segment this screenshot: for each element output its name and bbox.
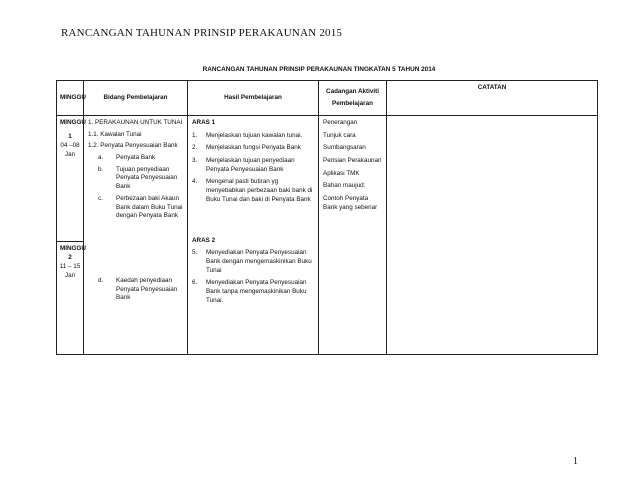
header-bidang-pembelajaran: Bidang Pembelajaran (84, 81, 188, 116)
header-cadangan-line2: Pembelajaran (332, 100, 373, 107)
objective-text: Menjelaskan tujuan penyediaan Penyata Penyesuaian Bank (206, 157, 295, 173)
item-letter: a. (98, 154, 104, 162)
table-row-week1 (57, 116, 598, 242)
activity-item: Contoh Penyata Bank yang sebenar (323, 195, 378, 211)
objective-text: Menyediakan Penyata Penyesuaian Bank dengan mengemaskinikan Buku Tunai (206, 249, 312, 274)
list-item (98, 277, 184, 303)
objective-text: Menjelaskan tujuan kawalan tunai. (206, 131, 303, 139)
objective-item (192, 157, 315, 174)
week-number: 1 (68, 132, 72, 140)
week-cell-2 (57, 242, 84, 355)
header-catatan: CATATAN (387, 81, 598, 116)
annual-plan-table (56, 80, 598, 355)
subtopic-1-1: 1.1. Kawalan Tunai (88, 130, 142, 138)
activity-item: Tunjuk cara (323, 131, 356, 139)
week-number: 2 (68, 253, 72, 261)
week-month: Jan (64, 272, 76, 280)
week-label: MINGGU (60, 119, 86, 126)
objective-text: Menjelaskan fungsi Penyata Bank (206, 144, 301, 152)
week-month: Jan (64, 151, 76, 159)
list-item (98, 166, 184, 192)
objective-number: 3. (192, 157, 198, 165)
item-letter: d. (98, 276, 104, 284)
objective-text: Menyediakan Penyata Penyesuaian Bank tanpa mengemaskinikan Buku Tunai. (206, 279, 307, 304)
item-letter: b. (98, 165, 104, 173)
objective-item (192, 144, 315, 153)
header-hasil-pembelajaran: Hasil Pembelajaran (188, 81, 319, 116)
item-text: Kaedah penyediaan Penyata Penyesuaian Bank (116, 276, 178, 302)
objective-item (192, 279, 315, 305)
header-cadangan-line1: Cadangan Aktiviti (326, 88, 379, 96)
objective-number: 6. (192, 279, 198, 287)
document-title: RANCANGAN TAHUNAN PRINSIP PERAKAUNAN TINGKATAN 5 TAHUN 2014 (202, 66, 436, 73)
objective-item (192, 249, 315, 275)
week-label: MINGGU (60, 245, 86, 252)
objective-text: Mengenal pasti butiran yg menyebabkan perbezaan baki bank di Buku Tunai dan baki di Penyata Bank (206, 178, 313, 203)
week-cell-1 (57, 116, 84, 242)
bidang-cell (84, 116, 188, 355)
activity-item: Penerangan (323, 119, 358, 126)
objective-number: 2. (192, 144, 198, 152)
list-item (98, 195, 184, 221)
objective-number: 1. (192, 131, 198, 139)
activity-item: Bahan maujud: (323, 182, 366, 190)
activity-item: Aplikasi TMK (323, 169, 360, 177)
activity-item: Sumbangsaran (323, 144, 366, 152)
week-dates: 11 – 15 (59, 263, 81, 271)
subtopic-1-2: 1.2. Penyata Penyesuaian Bank (88, 142, 178, 150)
header-minggu: MINGGU (57, 81, 84, 116)
page-number: 1 (573, 456, 578, 467)
item-text: Penyata Bank (116, 154, 156, 162)
aras-2-label: ARAS 2 (192, 236, 216, 244)
item-text: Perbezaan baki Akaun Bank dalam Buku Tunai dengan Penyata Bank (116, 194, 183, 220)
list-item (98, 154, 184, 163)
cadangan-cell (319, 116, 387, 355)
topic-title: 1. PERAKAUNAN UNTUK TUNAI (88, 119, 183, 126)
header-row (57, 81, 598, 116)
hasil-cell (188, 116, 319, 355)
aras-1-label: ARAS 1 (192, 119, 216, 126)
item-letter: c. (98, 194, 103, 202)
item-text: Tujuan penyediaan Penyata Penyesuaian Bank (116, 165, 178, 191)
objective-number: 4. (192, 178, 198, 186)
week-dates: 04 –08 (60, 142, 80, 150)
page-header: RANCANGAN TAHUNAN PRINSIP PERAKAUNAN 2015 (61, 27, 343, 39)
objective-number: 5. (192, 249, 198, 257)
header-cadangan-aktiviti (319, 81, 387, 116)
activity-item: Perisian Perakaunan (323, 157, 382, 165)
objective-item (192, 178, 315, 204)
catatan-cell (387, 116, 598, 355)
objective-item (192, 132, 315, 141)
